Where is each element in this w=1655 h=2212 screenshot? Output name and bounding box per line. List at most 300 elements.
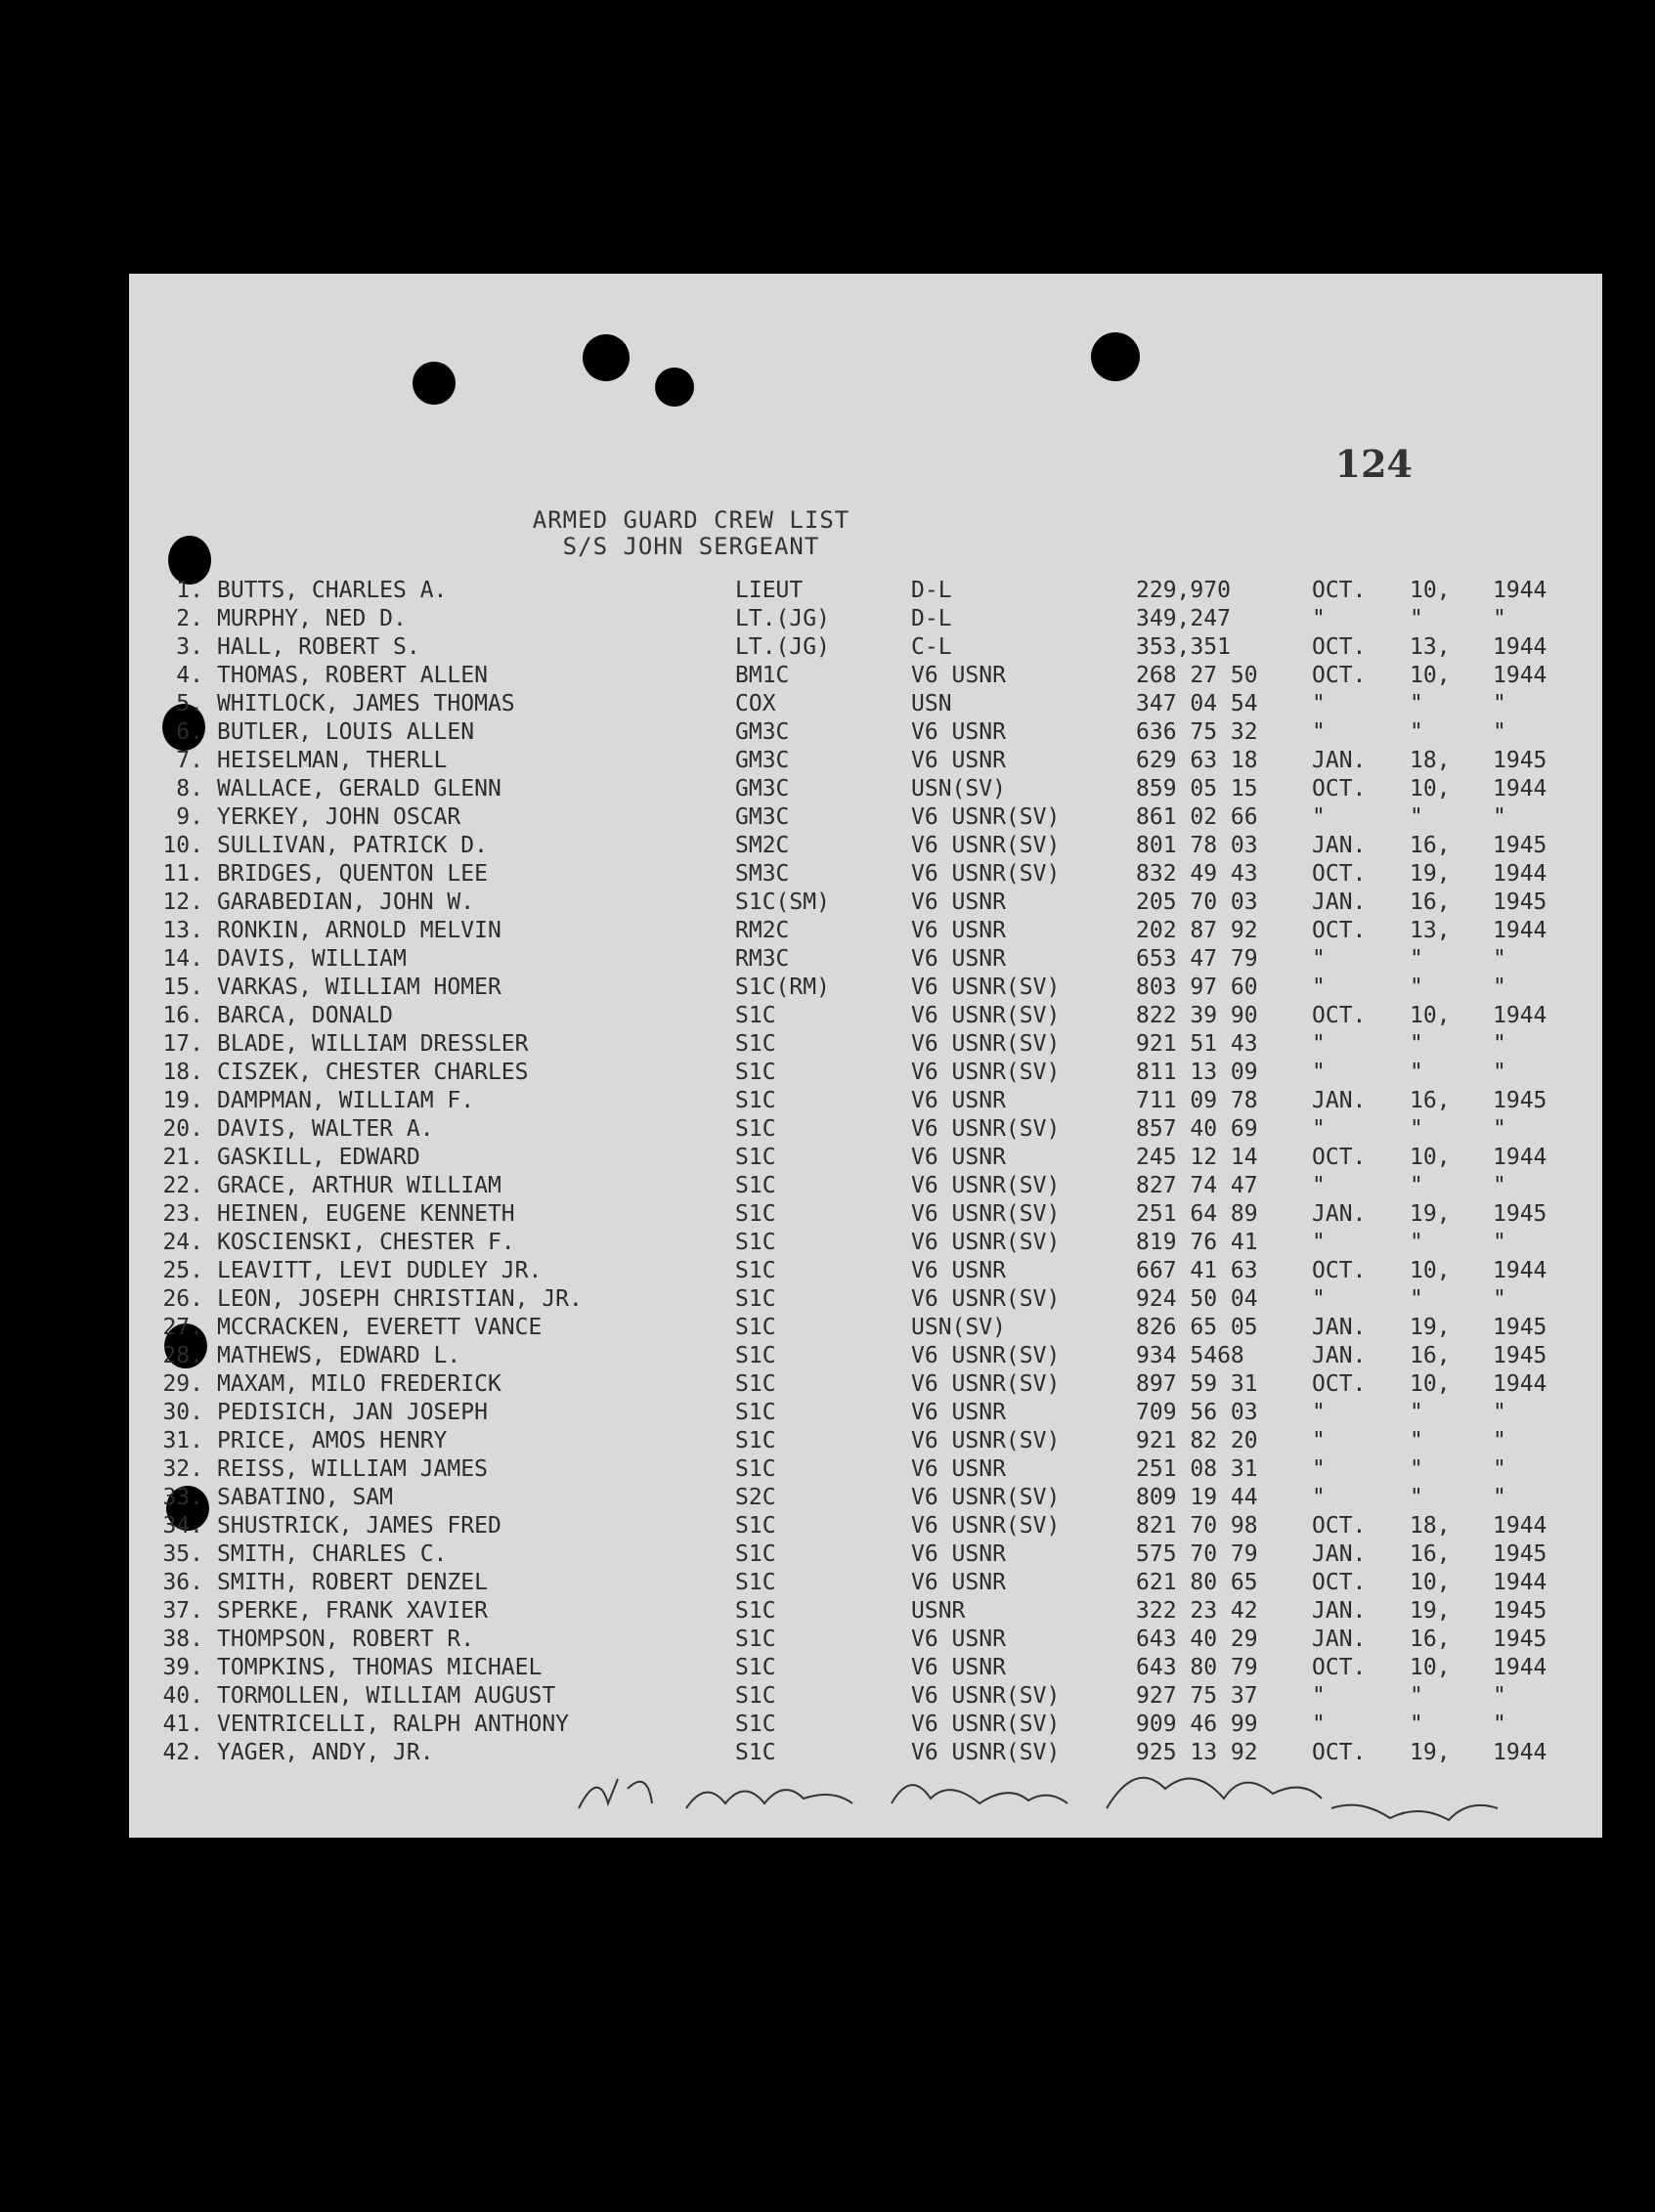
crew-number: 42. (162, 1740, 203, 1765)
crew-row (129, 1342, 1602, 1370)
crew-class: V6 USNR(SV) (911, 1031, 1061, 1057)
crew-row (129, 1569, 1602, 1597)
crew-serial: 229,970 (1136, 578, 1231, 603)
crew-number: 28. (162, 1343, 203, 1368)
crew-rate: S1C (735, 1513, 776, 1539)
crew-rate: GM3C (735, 719, 790, 745)
crew-rate: S1C (735, 1230, 776, 1255)
crew-date-y: 1944 (1493, 776, 1547, 802)
crew-rate: RM3C (735, 946, 790, 972)
crew-date-d: 10, (1410, 1371, 1451, 1397)
crew-row (129, 1427, 1602, 1455)
crew-name: REISS, WILLIAM JAMES (217, 1456, 488, 1482)
crew-number: 33. (162, 1485, 203, 1510)
crew-date-y: 1945 (1493, 1088, 1547, 1113)
punch-hole (1091, 332, 1140, 381)
crew-number: 41. (162, 1712, 203, 1737)
crew-date-m: JAN. (1312, 889, 1367, 915)
crew-row (129, 1597, 1602, 1626)
crew-rate: S1C (735, 1088, 776, 1113)
crew-date-m: JAN. (1312, 1626, 1367, 1652)
crew-rate: S1C (735, 1740, 776, 1765)
crew-row (129, 747, 1602, 775)
crew-number: 13. (162, 918, 203, 943)
crew-row (129, 1399, 1602, 1427)
crew-row (129, 917, 1602, 945)
crew-rate: S1C (735, 1456, 776, 1482)
crew-date-d: " (1410, 1485, 1423, 1510)
crew-name: CISZEK, CHESTER CHARLES (217, 1060, 529, 1085)
crew-date-y: 1945 (1493, 833, 1547, 858)
crew-rate: S1C (735, 1286, 776, 1312)
crew-number: 11. (162, 861, 203, 887)
crew-date-d: 16, (1410, 1088, 1451, 1113)
crew-name: WALLACE, GERALD GLENN (217, 776, 501, 802)
crew-serial: 643 40 29 (1136, 1626, 1258, 1652)
crew-date-m: " (1312, 1116, 1326, 1142)
crew-class: C-L (911, 634, 952, 660)
crew-class: V6 USNR(SV) (911, 1740, 1061, 1765)
crew-class: V6 USNR (911, 663, 1006, 688)
crew-name: HEINEN, EUGENE KENNETH (217, 1201, 515, 1227)
crew-number: 2. (176, 606, 203, 631)
crew-class: V6 USNR(SV) (911, 861, 1061, 887)
crew-number: 15. (162, 975, 203, 1000)
crew-rate: S1C (735, 1371, 776, 1397)
crew-name: BLADE, WILLIAM DRESSLER (217, 1031, 529, 1057)
page-number: 124 (1334, 442, 1413, 486)
crew-class: V6 USNR (911, 1541, 1006, 1567)
crew-number: 5. (176, 691, 203, 716)
crew-row (129, 1370, 1602, 1399)
crew-number: 10. (162, 833, 203, 858)
crew-date-y: 1945 (1493, 1315, 1547, 1340)
crew-serial: 826 65 05 (1136, 1315, 1258, 1340)
crew-row (129, 1087, 1602, 1115)
crew-date-m: " (1312, 1456, 1326, 1482)
handwritten-signature (559, 1750, 1537, 1838)
crew-rate: S1C (735, 1570, 776, 1595)
crew-date-d: 18, (1410, 748, 1451, 773)
crew-class: V6 USNR(SV) (911, 1485, 1061, 1510)
crew-date-d: 13, (1410, 634, 1451, 660)
crew-rate: S1C(SM) (735, 889, 830, 915)
crew-date-d: 19, (1410, 1740, 1451, 1765)
crew-date-d: " (1410, 1230, 1423, 1255)
crew-rate: S1C (735, 1060, 776, 1085)
crew-name: PEDISICH, JAN JOSEPH (217, 1400, 488, 1425)
crew-date-d: " (1410, 1428, 1423, 1453)
crew-date-d: 13, (1410, 918, 1451, 943)
crew-name: PRICE, AMOS HENRY (217, 1428, 448, 1453)
crew-date-m: OCT. (1312, 1145, 1367, 1170)
crew-class: V6 USNR (911, 1145, 1006, 1170)
crew-serial: 251 64 89 (1136, 1201, 1258, 1227)
crew-class: V6 USNR(SV) (911, 1003, 1061, 1028)
crew-class: V6 USNR(SV) (911, 833, 1061, 858)
crew-row (129, 1059, 1602, 1087)
crew-number: 3. (176, 634, 203, 660)
crew-date-m: OCT. (1312, 918, 1367, 943)
crew-class: V6 USNR(SV) (911, 804, 1061, 830)
crew-serial: 909 46 99 (1136, 1712, 1258, 1737)
crew-date-d: 10, (1410, 1655, 1451, 1680)
crew-class: D-L (911, 578, 952, 603)
crew-date-y: 1944 (1493, 1740, 1547, 1765)
crew-serial: 927 75 37 (1136, 1683, 1258, 1709)
crew-name: VENTRICELLI, RALPH ANTHONY (217, 1712, 570, 1737)
crew-name: MAXAM, MILO FREDERICK (217, 1371, 501, 1397)
crew-rate: GM3C (735, 776, 790, 802)
crew-serial: 859 05 15 (1136, 776, 1258, 802)
crew-serial: 921 51 43 (1136, 1031, 1258, 1057)
crew-serial: 934 5468 (1136, 1343, 1244, 1368)
crew-name: VARKAS, WILLIAM HOMER (217, 975, 501, 1000)
crew-date-m: " (1312, 1031, 1326, 1057)
crew-date-m: JAN. (1312, 1598, 1367, 1624)
crew-name: MATHEWS, EDWARD L. (217, 1343, 461, 1368)
crew-class: V6 USNR (911, 1626, 1006, 1652)
crew-date-d: 16, (1410, 1343, 1451, 1368)
crew-date-y: " (1493, 1428, 1506, 1453)
crew-date-y: 1944 (1493, 1655, 1547, 1680)
crew-date-y: " (1493, 719, 1506, 745)
crew-name: BARCA, DONALD (217, 1003, 394, 1028)
crew-rate: S1C (735, 1116, 776, 1142)
crew-number: 20. (162, 1116, 203, 1142)
crew-number: 14. (162, 946, 203, 972)
crew-date-y: 1945 (1493, 1201, 1547, 1227)
crew-rate: S1C (735, 1541, 776, 1567)
crew-rate: LT.(JG) (735, 606, 830, 631)
crew-name: DAVIS, WILLIAM (217, 946, 407, 972)
crew-serial: 897 59 31 (1136, 1371, 1258, 1397)
crew-row (129, 1711, 1602, 1739)
crew-row (129, 775, 1602, 803)
crew-date-y: 1945 (1493, 1343, 1547, 1368)
crew-name: DAMPMAN, WILLIAM F. (217, 1088, 475, 1113)
crew-number: 1. (176, 578, 203, 603)
crew-serial: 811 13 09 (1136, 1060, 1258, 1085)
crew-rate: S1C (735, 1343, 776, 1368)
crew-date-y: " (1493, 1683, 1506, 1709)
crew-rate: S2C (735, 1485, 776, 1510)
crew-serial: 822 39 90 (1136, 1003, 1258, 1028)
crew-rate: S1C (735, 1626, 776, 1652)
crew-row (129, 860, 1602, 889)
crew-row (129, 1172, 1602, 1200)
crew-rate: S1C (735, 1315, 776, 1340)
crew-row (129, 1540, 1602, 1569)
crew-date-d: 16, (1410, 1541, 1451, 1567)
crew-row (129, 1654, 1602, 1682)
crew-date-d: " (1410, 1116, 1423, 1142)
crew-name: SHUSTRICK, JAMES FRED (217, 1513, 501, 1539)
crew-serial: 205 70 03 (1136, 889, 1258, 915)
crew-serial: 861 02 66 (1136, 804, 1258, 830)
crew-date-m: JAN. (1312, 833, 1367, 858)
crew-date-d: " (1410, 975, 1423, 1000)
punch-hole (655, 368, 694, 407)
crew-name: BUTLER, LOUIS ALLEN (217, 719, 475, 745)
crew-rate: S1C (735, 1655, 776, 1680)
crew-date-m: JAN. (1312, 1088, 1367, 1113)
crew-date-d: 19, (1410, 1201, 1451, 1227)
crew-date-d: 16, (1410, 889, 1451, 915)
crew-name: THOMAS, ROBERT ALLEN (217, 663, 488, 688)
crew-number: 25. (162, 1258, 203, 1283)
crew-date-m: OCT. (1312, 1513, 1367, 1539)
crew-rate: BM1C (735, 663, 790, 688)
crew-rate: S1C (735, 1173, 776, 1198)
crew-row (129, 832, 1602, 860)
crew-date-d: 19, (1410, 1315, 1451, 1340)
crew-serial: 636 75 32 (1136, 719, 1258, 745)
crew-serial: 322 23 42 (1136, 1598, 1258, 1624)
crew-class: USN (911, 691, 952, 716)
crew-serial: 857 40 69 (1136, 1116, 1258, 1142)
crew-date-m: OCT. (1312, 861, 1367, 887)
crew-row (129, 718, 1602, 747)
crew-number: 4. (176, 663, 203, 688)
crew-number: 6. (176, 719, 203, 745)
crew-date-y: " (1493, 1400, 1506, 1425)
crew-serial: 924 50 04 (1136, 1286, 1258, 1312)
crew-class: V6 USNR(SV) (911, 1513, 1061, 1539)
crew-class: V6 USNR (911, 1400, 1006, 1425)
crew-date-y: 1944 (1493, 1371, 1547, 1397)
crew-date-d: 19, (1410, 861, 1451, 887)
crew-row (129, 633, 1602, 662)
crew-serial: 821 70 98 (1136, 1513, 1258, 1539)
crew-number: 36. (162, 1570, 203, 1595)
crew-date-m: JAN. (1312, 1201, 1367, 1227)
crew-row (129, 1484, 1602, 1512)
crew-number: 35. (162, 1541, 203, 1567)
crew-date-y: 1944 (1493, 861, 1547, 887)
crew-name: TOMPKINS, THOMAS MICHAEL (217, 1655, 543, 1680)
crew-number: 9. (176, 804, 203, 830)
crew-name: LEON, JOSEPH CHRISTIAN, JR. (217, 1286, 583, 1312)
crew-date-d: " (1410, 1683, 1423, 1709)
crew-rate: RM2C (735, 918, 790, 943)
crew-name: GASKILL, EDWARD (217, 1145, 420, 1170)
crew-number: 16. (162, 1003, 203, 1028)
crew-name: BRIDGES, QUENTON LEE (217, 861, 488, 887)
crew-number: 39. (162, 1655, 203, 1680)
crew-rate: S1C (735, 1598, 776, 1624)
crew-rate: S1C (735, 1031, 776, 1057)
crew-number: 29. (162, 1371, 203, 1397)
crew-date-m: JAN. (1312, 1541, 1367, 1567)
crew-date-m: JAN. (1312, 1343, 1367, 1368)
crew-number: 24. (162, 1230, 203, 1255)
signature-block (559, 1750, 1537, 1838)
crew-class: V6 USNR (911, 889, 1006, 915)
crew-class: V6 USNR(SV) (911, 1286, 1061, 1312)
crew-name: BUTTS, CHARLES A. (217, 578, 448, 603)
crew-row (129, 1455, 1602, 1484)
crew-date-y: 1945 (1493, 889, 1547, 915)
crew-date-y: " (1493, 1230, 1506, 1255)
crew-serial: 653 47 79 (1136, 946, 1258, 972)
crew-date-y: 1944 (1493, 1513, 1547, 1539)
crew-name: SULLIVAN, PATRICK D. (217, 833, 488, 858)
crew-class: V6 USNR(SV) (911, 1230, 1061, 1255)
crew-date-y: " (1493, 606, 1506, 631)
crew-class: V6 USNR (911, 946, 1006, 972)
crew-name: YAGER, ANDY, JR. (217, 1740, 434, 1765)
crew-serial: 347 04 54 (1136, 691, 1258, 716)
crew-row (129, 974, 1602, 1002)
crew-list (129, 577, 1602, 1767)
crew-date-d: 10, (1410, 1003, 1451, 1028)
crew-name: KOSCIENSKI, CHESTER F. (217, 1230, 515, 1255)
crew-date-m: OCT. (1312, 1655, 1367, 1680)
crew-date-m: OCT. (1312, 634, 1367, 660)
crew-date-m: " (1312, 1060, 1326, 1085)
crew-name: RONKIN, ARNOLD MELVIN (217, 918, 501, 943)
crew-name: MCCRACKEN, EVERETT VANCE (217, 1315, 543, 1340)
crew-date-m: " (1312, 1712, 1326, 1737)
crew-row (129, 1144, 1602, 1172)
crew-date-m: OCT. (1312, 1371, 1367, 1397)
crew-name: SABATINO, SAM (217, 1485, 394, 1510)
crew-class: V6 USNR(SV) (911, 1060, 1061, 1085)
crew-date-y: " (1493, 1485, 1506, 1510)
crew-row (129, 1257, 1602, 1285)
crew-class: V6 USNR (911, 719, 1006, 745)
crew-row (129, 1229, 1602, 1257)
crew-number: 37. (162, 1598, 203, 1624)
punch-hole (413, 362, 456, 405)
crew-row (129, 1682, 1602, 1711)
crew-number: 22. (162, 1173, 203, 1198)
crew-date-m: " (1312, 804, 1326, 830)
crew-row (129, 662, 1602, 690)
crew-row (129, 1626, 1602, 1654)
crew-row (129, 1512, 1602, 1540)
crew-serial: 803 97 60 (1136, 975, 1258, 1000)
crew-name: GRACE, ARTHUR WILLIAM (217, 1173, 501, 1198)
crew-rate: S1C (735, 1428, 776, 1453)
crew-name: SMITH, CHARLES C. (217, 1541, 448, 1567)
crew-date-y: 1944 (1493, 1258, 1547, 1283)
crew-name: SPERKE, FRANK XAVIER (217, 1598, 488, 1624)
crew-class: USN(SV) (911, 1315, 1006, 1340)
crew-date-d: 10, (1410, 1145, 1451, 1170)
crew-row (129, 1200, 1602, 1229)
ship-name: S/S JOHN SERGEANT (562, 533, 820, 560)
crew-rate: LIEUT (735, 578, 804, 603)
crew-rate: S1C (735, 1683, 776, 1709)
crew-date-m: OCT. (1312, 578, 1367, 603)
crew-date-d: 10, (1410, 663, 1451, 688)
crew-rate: SM2C (735, 833, 790, 858)
crew-row (129, 1285, 1602, 1314)
crew-date-y: 1944 (1493, 1145, 1547, 1170)
crew-date-d: " (1410, 719, 1423, 745)
crew-name: HEISELMAN, THERLL (217, 748, 448, 773)
crew-date-d: 19, (1410, 1598, 1451, 1624)
crew-date-y: 1944 (1493, 663, 1547, 688)
crew-date-y: " (1493, 975, 1506, 1000)
crew-date-y: " (1493, 1031, 1506, 1057)
crew-serial: 667 41 63 (1136, 1258, 1258, 1283)
crew-date-y: 1945 (1493, 1626, 1547, 1652)
crew-rate: S1C (735, 1003, 776, 1028)
crew-row (129, 1115, 1602, 1144)
crew-serial: 268 27 50 (1136, 663, 1258, 688)
crew-date-d: 16, (1410, 833, 1451, 858)
crew-rate: S1C (735, 1201, 776, 1227)
crew-row (129, 945, 1602, 974)
crew-date-m: " (1312, 1286, 1326, 1312)
crew-number: 40. (162, 1683, 203, 1709)
crew-date-y: " (1493, 1060, 1506, 1085)
crew-serial: 353,351 (1136, 634, 1231, 660)
crew-row (129, 1002, 1602, 1030)
crew-date-m: " (1312, 1173, 1326, 1198)
crew-date-d: 16, (1410, 1626, 1451, 1652)
crew-rate: S1C (735, 1400, 776, 1425)
crew-serial: 819 76 41 (1136, 1230, 1258, 1255)
crew-serial: 925 13 92 (1136, 1740, 1258, 1765)
crew-serial: 349,247 (1136, 606, 1231, 631)
crew-number: 32. (162, 1456, 203, 1482)
crew-row (129, 690, 1602, 718)
crew-serial: 921 82 20 (1136, 1428, 1258, 1453)
crew-class: V6 USNR(SV) (911, 1343, 1061, 1368)
crew-date-d: " (1410, 1173, 1423, 1198)
crew-date-y: " (1493, 691, 1506, 716)
crew-class: V6 USNR(SV) (911, 1173, 1061, 1198)
crew-serial: 711 09 78 (1136, 1088, 1258, 1113)
crew-date-m: " (1312, 1683, 1326, 1709)
crew-date-y: 1944 (1493, 634, 1547, 660)
crew-number: 26. (162, 1286, 203, 1312)
crew-number: 31. (162, 1428, 203, 1453)
crew-date-m: " (1312, 606, 1326, 631)
crew-date-y: " (1493, 1116, 1506, 1142)
crew-serial: 575 70 79 (1136, 1541, 1258, 1567)
crew-date-m: " (1312, 1428, 1326, 1453)
crew-name: LEAVITT, LEVI DUDLEY JR. (217, 1258, 543, 1283)
crew-number: 38. (162, 1626, 203, 1652)
crew-name: HALL, ROBERT S. (217, 634, 420, 660)
crew-date-y: 1944 (1493, 918, 1547, 943)
document-page (129, 274, 1602, 1838)
crew-date-y: " (1493, 1173, 1506, 1198)
crew-date-y: 1944 (1493, 1570, 1547, 1595)
crew-date-y: 1944 (1493, 1003, 1547, 1028)
crew-class: V6 USNR(SV) (911, 975, 1061, 1000)
crew-date-m: OCT. (1312, 1570, 1367, 1595)
crew-class: V6 USNR(SV) (911, 1201, 1061, 1227)
crew-date-m: " (1312, 719, 1326, 745)
crew-rate: LT.(JG) (735, 634, 830, 660)
crew-class: USNR (911, 1598, 966, 1624)
crew-date-d: " (1410, 946, 1423, 972)
crew-class: USN(SV) (911, 776, 1006, 802)
crew-date-d: " (1410, 804, 1423, 830)
crew-number: 23. (162, 1201, 203, 1227)
crew-name: YERKEY, JOHN OSCAR (217, 804, 461, 830)
crew-number: 7. (176, 748, 203, 773)
crew-serial: 629 63 18 (1136, 748, 1258, 773)
crew-date-m: OCT. (1312, 1003, 1367, 1028)
crew-class: V6 USNR(SV) (911, 1683, 1061, 1709)
